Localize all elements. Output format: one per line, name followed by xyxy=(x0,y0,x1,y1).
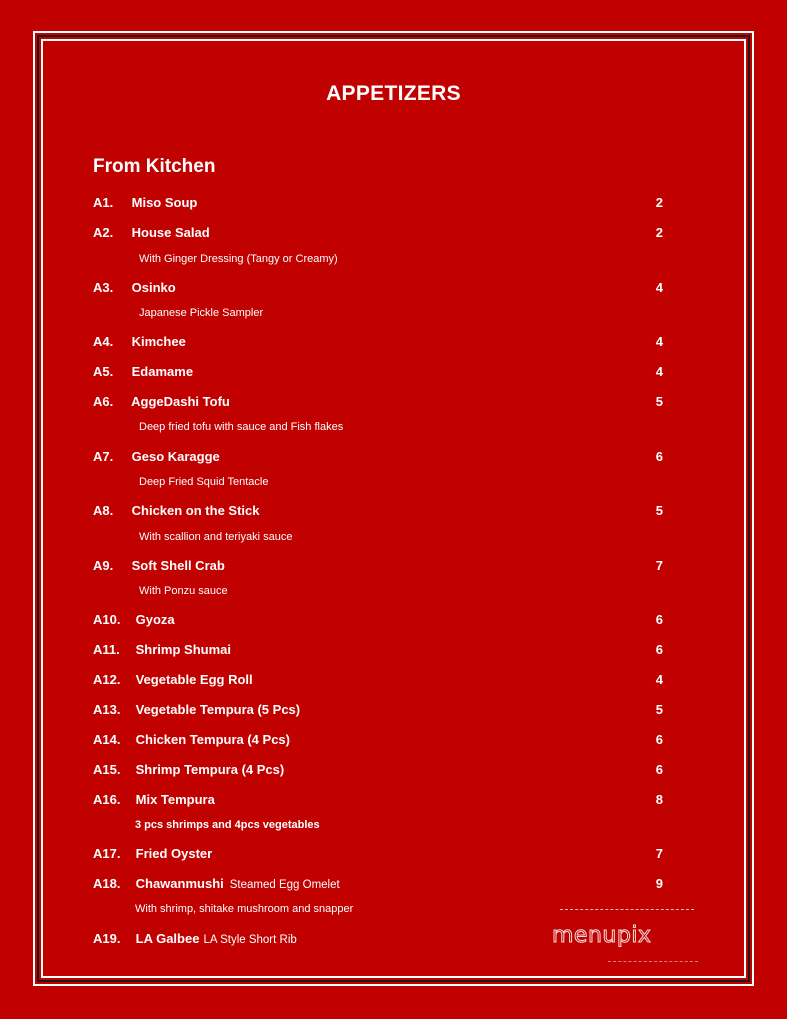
menu-item xyxy=(93,762,663,780)
menu-item xyxy=(93,394,663,412)
item-description: With shrimp, shitake mushroom and snapper xyxy=(135,903,354,915)
watermark xyxy=(548,905,703,965)
watermark-dashes xyxy=(608,961,698,962)
item-code: A16. xyxy=(93,792,121,807)
item-code: A18. xyxy=(93,876,121,891)
item-subtitle: LA Style Short Rib xyxy=(203,934,297,946)
item-name: LA Galbee xyxy=(135,931,200,946)
menu-item xyxy=(93,195,663,213)
item-price: 4 xyxy=(655,334,663,349)
item-code: A1. xyxy=(93,195,114,210)
item-code: A6. xyxy=(93,394,114,409)
menu-item xyxy=(93,364,663,382)
item-name: Shrimp Tempura (4 Pcs) xyxy=(135,762,285,777)
item-price: 6 xyxy=(655,732,663,747)
item-price: 7 xyxy=(655,558,663,573)
menu-item xyxy=(93,225,663,243)
menu-item xyxy=(93,449,663,467)
item-price: 5 xyxy=(655,394,663,409)
item-code: A14. xyxy=(93,732,121,747)
item-price: 6 xyxy=(655,642,663,657)
item-code: A3. xyxy=(93,280,114,295)
watermark-dashes xyxy=(560,909,694,910)
item-description: 3 pcs shrimps and 4pcs vegetables xyxy=(135,819,320,831)
item-price: 5 xyxy=(655,503,663,518)
item-price: 2 xyxy=(655,195,663,210)
item-name: Chicken Tempura (4 Pcs) xyxy=(135,732,290,747)
item-price: 2 xyxy=(655,225,663,240)
menu-item xyxy=(93,503,663,521)
item-price: 8 xyxy=(655,792,663,807)
item-code: A19. xyxy=(93,931,121,946)
menu-item xyxy=(93,732,663,750)
item-code: A11. xyxy=(93,642,120,657)
item-name: Shrimp Shumai xyxy=(135,642,231,657)
menu-item xyxy=(93,702,663,720)
item-price: 7 xyxy=(655,846,663,861)
item-name: AggeDashi Tofu xyxy=(131,394,230,409)
item-name: Chawanmushi xyxy=(135,876,224,891)
watermark-logo: menupix xyxy=(552,923,652,948)
item-code: A12. xyxy=(93,672,121,687)
item-name: Miso Soup xyxy=(131,195,198,210)
item-name: Mix Tempura xyxy=(135,792,215,807)
menu-item xyxy=(93,672,663,690)
menu-item xyxy=(93,876,663,894)
item-price: 6 xyxy=(655,449,663,464)
item-code: A4. xyxy=(93,334,114,349)
item-description: Japanese Pickle Sampler xyxy=(139,307,264,319)
item-price: 6 xyxy=(655,612,663,627)
menu-item xyxy=(93,792,663,810)
item-price: 4 xyxy=(655,280,663,295)
menu-item xyxy=(93,558,663,576)
item-code: A17. xyxy=(93,846,121,861)
item-code: A9. xyxy=(93,558,114,573)
item-description: With Ginger Dressing (Tangy or Creamy) xyxy=(139,253,338,265)
item-code: A10. xyxy=(93,612,121,627)
menu-item xyxy=(93,846,663,864)
item-name: Edamame xyxy=(131,364,194,379)
menu-item xyxy=(93,642,663,660)
menu-title: APPETIZERS xyxy=(326,82,461,105)
item-code: A15. xyxy=(93,762,121,777)
item-price: 6 xyxy=(655,762,663,777)
item-code: A13. xyxy=(93,702,121,717)
item-name: Osinko xyxy=(131,280,176,295)
item-subtitle: Steamed Egg Omelet xyxy=(229,879,340,891)
item-name: Chicken on the Stick xyxy=(131,503,260,518)
item-code: A8. xyxy=(93,503,114,518)
item-price: 4 xyxy=(655,672,663,687)
item-name: Kimchee xyxy=(131,334,186,349)
item-code: A5. xyxy=(93,364,114,379)
menu-item xyxy=(93,612,663,630)
item-name: Gyoza xyxy=(135,612,175,627)
menu-item xyxy=(93,334,663,352)
item-description: Deep Fried Squid Tentacle xyxy=(139,476,269,488)
item-price: 9 xyxy=(655,876,663,891)
item-name: Vegetable Tempura (5 Pcs) xyxy=(135,702,301,717)
item-code: A2. xyxy=(93,225,114,240)
item-name: Soft Shell Crab xyxy=(131,558,225,573)
item-name: Vegetable Egg Roll xyxy=(135,672,253,687)
item-description: Deep fried tofu with sauce and Fish flakes xyxy=(139,421,344,433)
item-price: 4 xyxy=(655,364,663,379)
item-price: 5 xyxy=(655,702,663,717)
menu-item xyxy=(93,280,663,298)
item-code: A7. xyxy=(93,449,114,464)
item-description: With Ponzu sauce xyxy=(139,585,228,597)
section-heading: From Kitchen xyxy=(93,156,216,177)
item-name: Geso Karagge xyxy=(131,449,220,464)
item-name: House Salad xyxy=(131,225,210,240)
item-name: Fried Oyster xyxy=(135,846,213,861)
item-description: With scallion and teriyaki sauce xyxy=(139,531,293,543)
